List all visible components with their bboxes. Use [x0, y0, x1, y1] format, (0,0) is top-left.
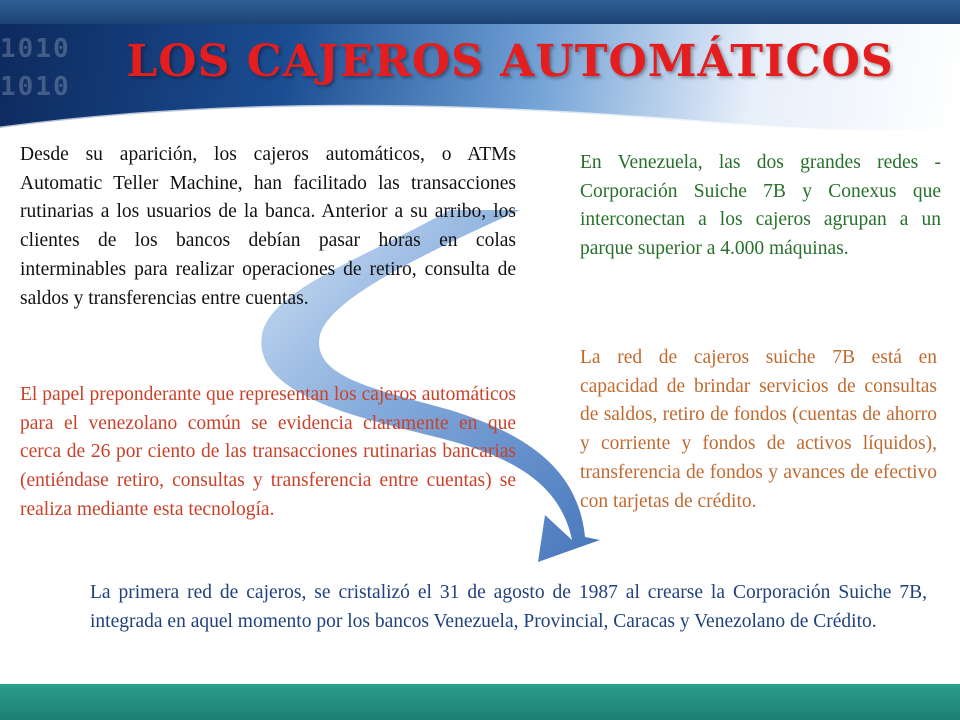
usage-share-paragraph: El papel preponderante que representan los cajeros automáticos para el venezolano común se evidencia claramente en que cerca de 26 por ciento de las transacciones rutinarias bancarias (entiéndase retiro, consultas y transferencia entre cuentas) se realiza mediante esta tecnología.: [20, 384, 516, 520]
intro-paragraph: Desde su aparición, los cajeros automáticos, o ATMs Automatic Teller Machine, han facilitado las transacciones rutinarias a los usuarios de la banca. Anterior a su arribo, los clientes de los bancos debían pasar horas en colas interminables para realizar operaciones de retiro, consulta de saldos y transferencias entre cuentas.: [20, 144, 516, 309]
binary-line: 1010: [0, 72, 71, 102]
binary-line: 1010: [0, 34, 71, 64]
suiche-services-paragraph: La red de cajeros suiche 7B está en capacidad de brindar servicios de consultas de saldos, retiro de fondos (cuentas de ahorro y corriente y fondos de activos líquidos), transferencia de fondos y avances de efectivo con tarjetas de crédito.: [580, 347, 937, 512]
slide-title: LOS CAJEROS AUTOMÁTICOS: [126, 36, 894, 87]
venezuela-networks-paragraph: En Venezuela, las dos grandes redes - Corporación Suiche 7B y Conexus que interconectan a los cajeros agrupan a un parque superior a 4.000 máquinas.: [580, 152, 941, 260]
top-bar: [0, 0, 960, 24]
bottom-bar: [0, 684, 960, 720]
first-network-paragraph: La primera red de cajeros, se cristalizó el 31 de agosto de 1987 al crearse la Corporación Suiche 7B, integrada en aquel momento por los bancos Venezuela, Provincial, Caracas y Venezolano de Crédito.: [90, 582, 927, 632]
